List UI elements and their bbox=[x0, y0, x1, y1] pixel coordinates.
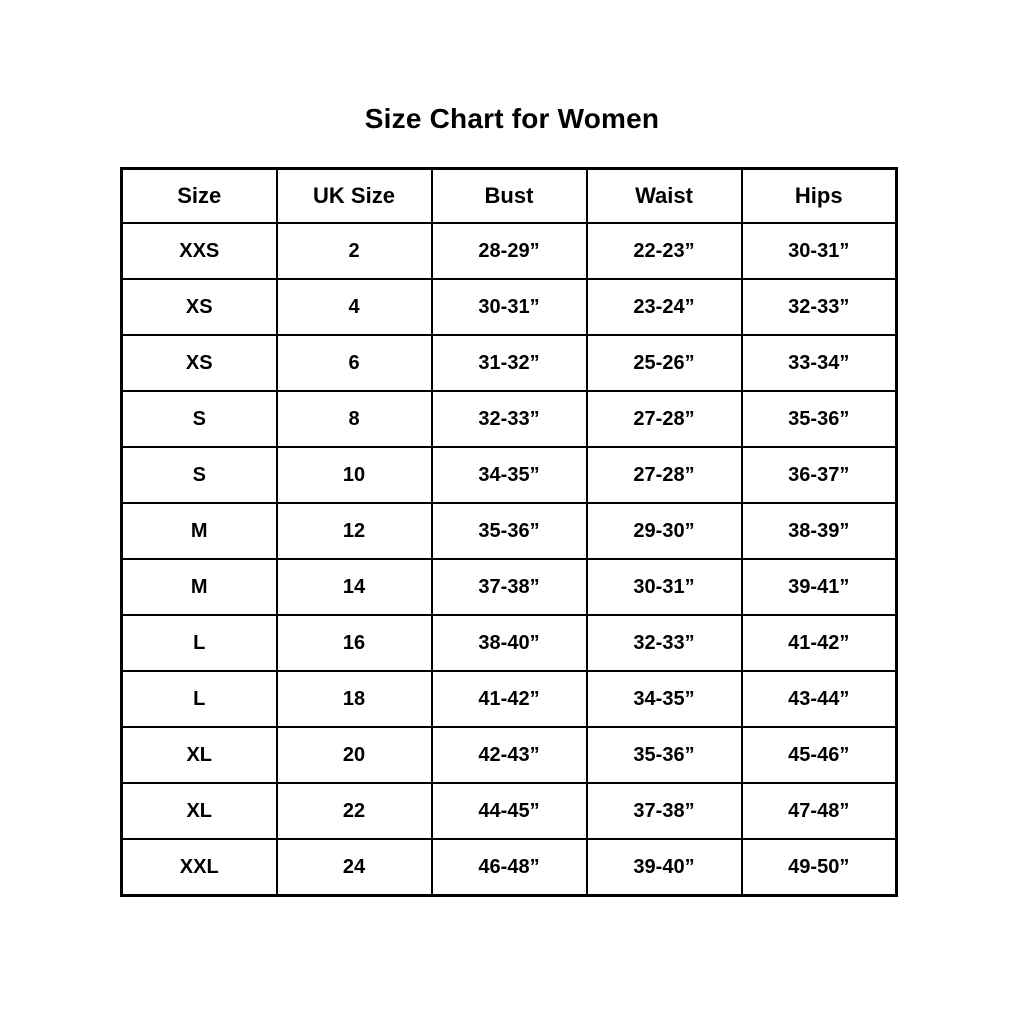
table-cell: 32-33” bbox=[587, 615, 742, 671]
table-cell: 27-28” bbox=[587, 391, 742, 447]
table-cell: 34-35” bbox=[587, 671, 742, 727]
table-row bbox=[122, 279, 897, 335]
table-cell: 45-46” bbox=[742, 727, 897, 783]
table-cell: S bbox=[122, 391, 277, 447]
column-header: Bust bbox=[432, 169, 587, 224]
table-cell: L bbox=[122, 671, 277, 727]
table-cell: 14 bbox=[277, 559, 432, 615]
table-cell: 23-24” bbox=[587, 279, 742, 335]
table-cell: 33-34” bbox=[742, 335, 897, 391]
table-cell: M bbox=[122, 559, 277, 615]
table-cell: XS bbox=[122, 335, 277, 391]
table-cell: 44-45” bbox=[432, 783, 587, 839]
table-cell: 30-31” bbox=[742, 223, 897, 279]
header-row bbox=[122, 169, 897, 224]
table-cell: 36-37” bbox=[742, 447, 897, 503]
table-cell: 43-44” bbox=[742, 671, 897, 727]
table-row bbox=[122, 615, 897, 671]
table-row bbox=[122, 783, 897, 839]
table-cell: 24 bbox=[277, 839, 432, 896]
table-cell: 38-39” bbox=[742, 503, 897, 559]
table-cell: 35-36” bbox=[587, 727, 742, 783]
table-cell: 29-30” bbox=[587, 503, 742, 559]
table-row bbox=[122, 335, 897, 391]
column-header: Hips bbox=[742, 169, 897, 224]
table-cell: 39-40” bbox=[587, 839, 742, 896]
table-head bbox=[122, 169, 897, 224]
table-cell: 35-36” bbox=[742, 391, 897, 447]
table-cell: 8 bbox=[277, 391, 432, 447]
table-cell: 20 bbox=[277, 727, 432, 783]
table-cell: 16 bbox=[277, 615, 432, 671]
table-cell: S bbox=[122, 447, 277, 503]
table-cell: 34-35” bbox=[432, 447, 587, 503]
table-cell: 49-50” bbox=[742, 839, 897, 896]
table-row bbox=[122, 391, 897, 447]
table-cell: 22-23” bbox=[587, 223, 742, 279]
table-cell: 32-33” bbox=[432, 391, 587, 447]
table-cell: 27-28” bbox=[587, 447, 742, 503]
table-cell: XXS bbox=[122, 223, 277, 279]
table-cell: 32-33” bbox=[742, 279, 897, 335]
table-row bbox=[122, 223, 897, 279]
page-title: Size Chart for Women bbox=[364, 103, 660, 134]
table-cell: 30-31” bbox=[587, 559, 742, 615]
table-cell: 28-29” bbox=[432, 223, 587, 279]
table-cell: 41-42” bbox=[742, 615, 897, 671]
table-cell: XL bbox=[122, 727, 277, 783]
table-cell: 47-48” bbox=[742, 783, 897, 839]
table-cell: 2 bbox=[277, 223, 432, 279]
table-cell: M bbox=[122, 503, 277, 559]
table-cell: 6 bbox=[277, 335, 432, 391]
table-row bbox=[122, 727, 897, 783]
table-cell: 42-43” bbox=[432, 727, 587, 783]
table-cell: 37-38” bbox=[432, 559, 587, 615]
table-body bbox=[122, 223, 897, 896]
table-cell: XXL bbox=[122, 839, 277, 896]
column-header: Size bbox=[122, 169, 277, 224]
table-cell: XL bbox=[122, 783, 277, 839]
table-row bbox=[122, 559, 897, 615]
column-header: Waist bbox=[587, 169, 742, 224]
table-cell: XS bbox=[122, 279, 277, 335]
table-cell: 39-41” bbox=[742, 559, 897, 615]
size-chart-table bbox=[120, 167, 898, 897]
table-cell: 12 bbox=[277, 503, 432, 559]
table-cell: 18 bbox=[277, 671, 432, 727]
table-cell: 30-31” bbox=[432, 279, 587, 335]
column-header: UK Size bbox=[277, 169, 432, 224]
table-cell: 41-42” bbox=[432, 671, 587, 727]
table-cell: 22 bbox=[277, 783, 432, 839]
table-row bbox=[122, 839, 897, 896]
table-cell: 38-40” bbox=[432, 615, 587, 671]
table-cell: 25-26” bbox=[587, 335, 742, 391]
table-cell: 31-32” bbox=[432, 335, 587, 391]
table-cell: 37-38” bbox=[587, 783, 742, 839]
table-cell: L bbox=[122, 615, 277, 671]
table-cell: 46-48” bbox=[432, 839, 587, 896]
table-row bbox=[122, 447, 897, 503]
table-row bbox=[122, 671, 897, 727]
table-row bbox=[122, 503, 897, 559]
table-cell: 35-36” bbox=[432, 503, 587, 559]
table-cell: 10 bbox=[277, 447, 432, 503]
table-cell: 4 bbox=[277, 279, 432, 335]
